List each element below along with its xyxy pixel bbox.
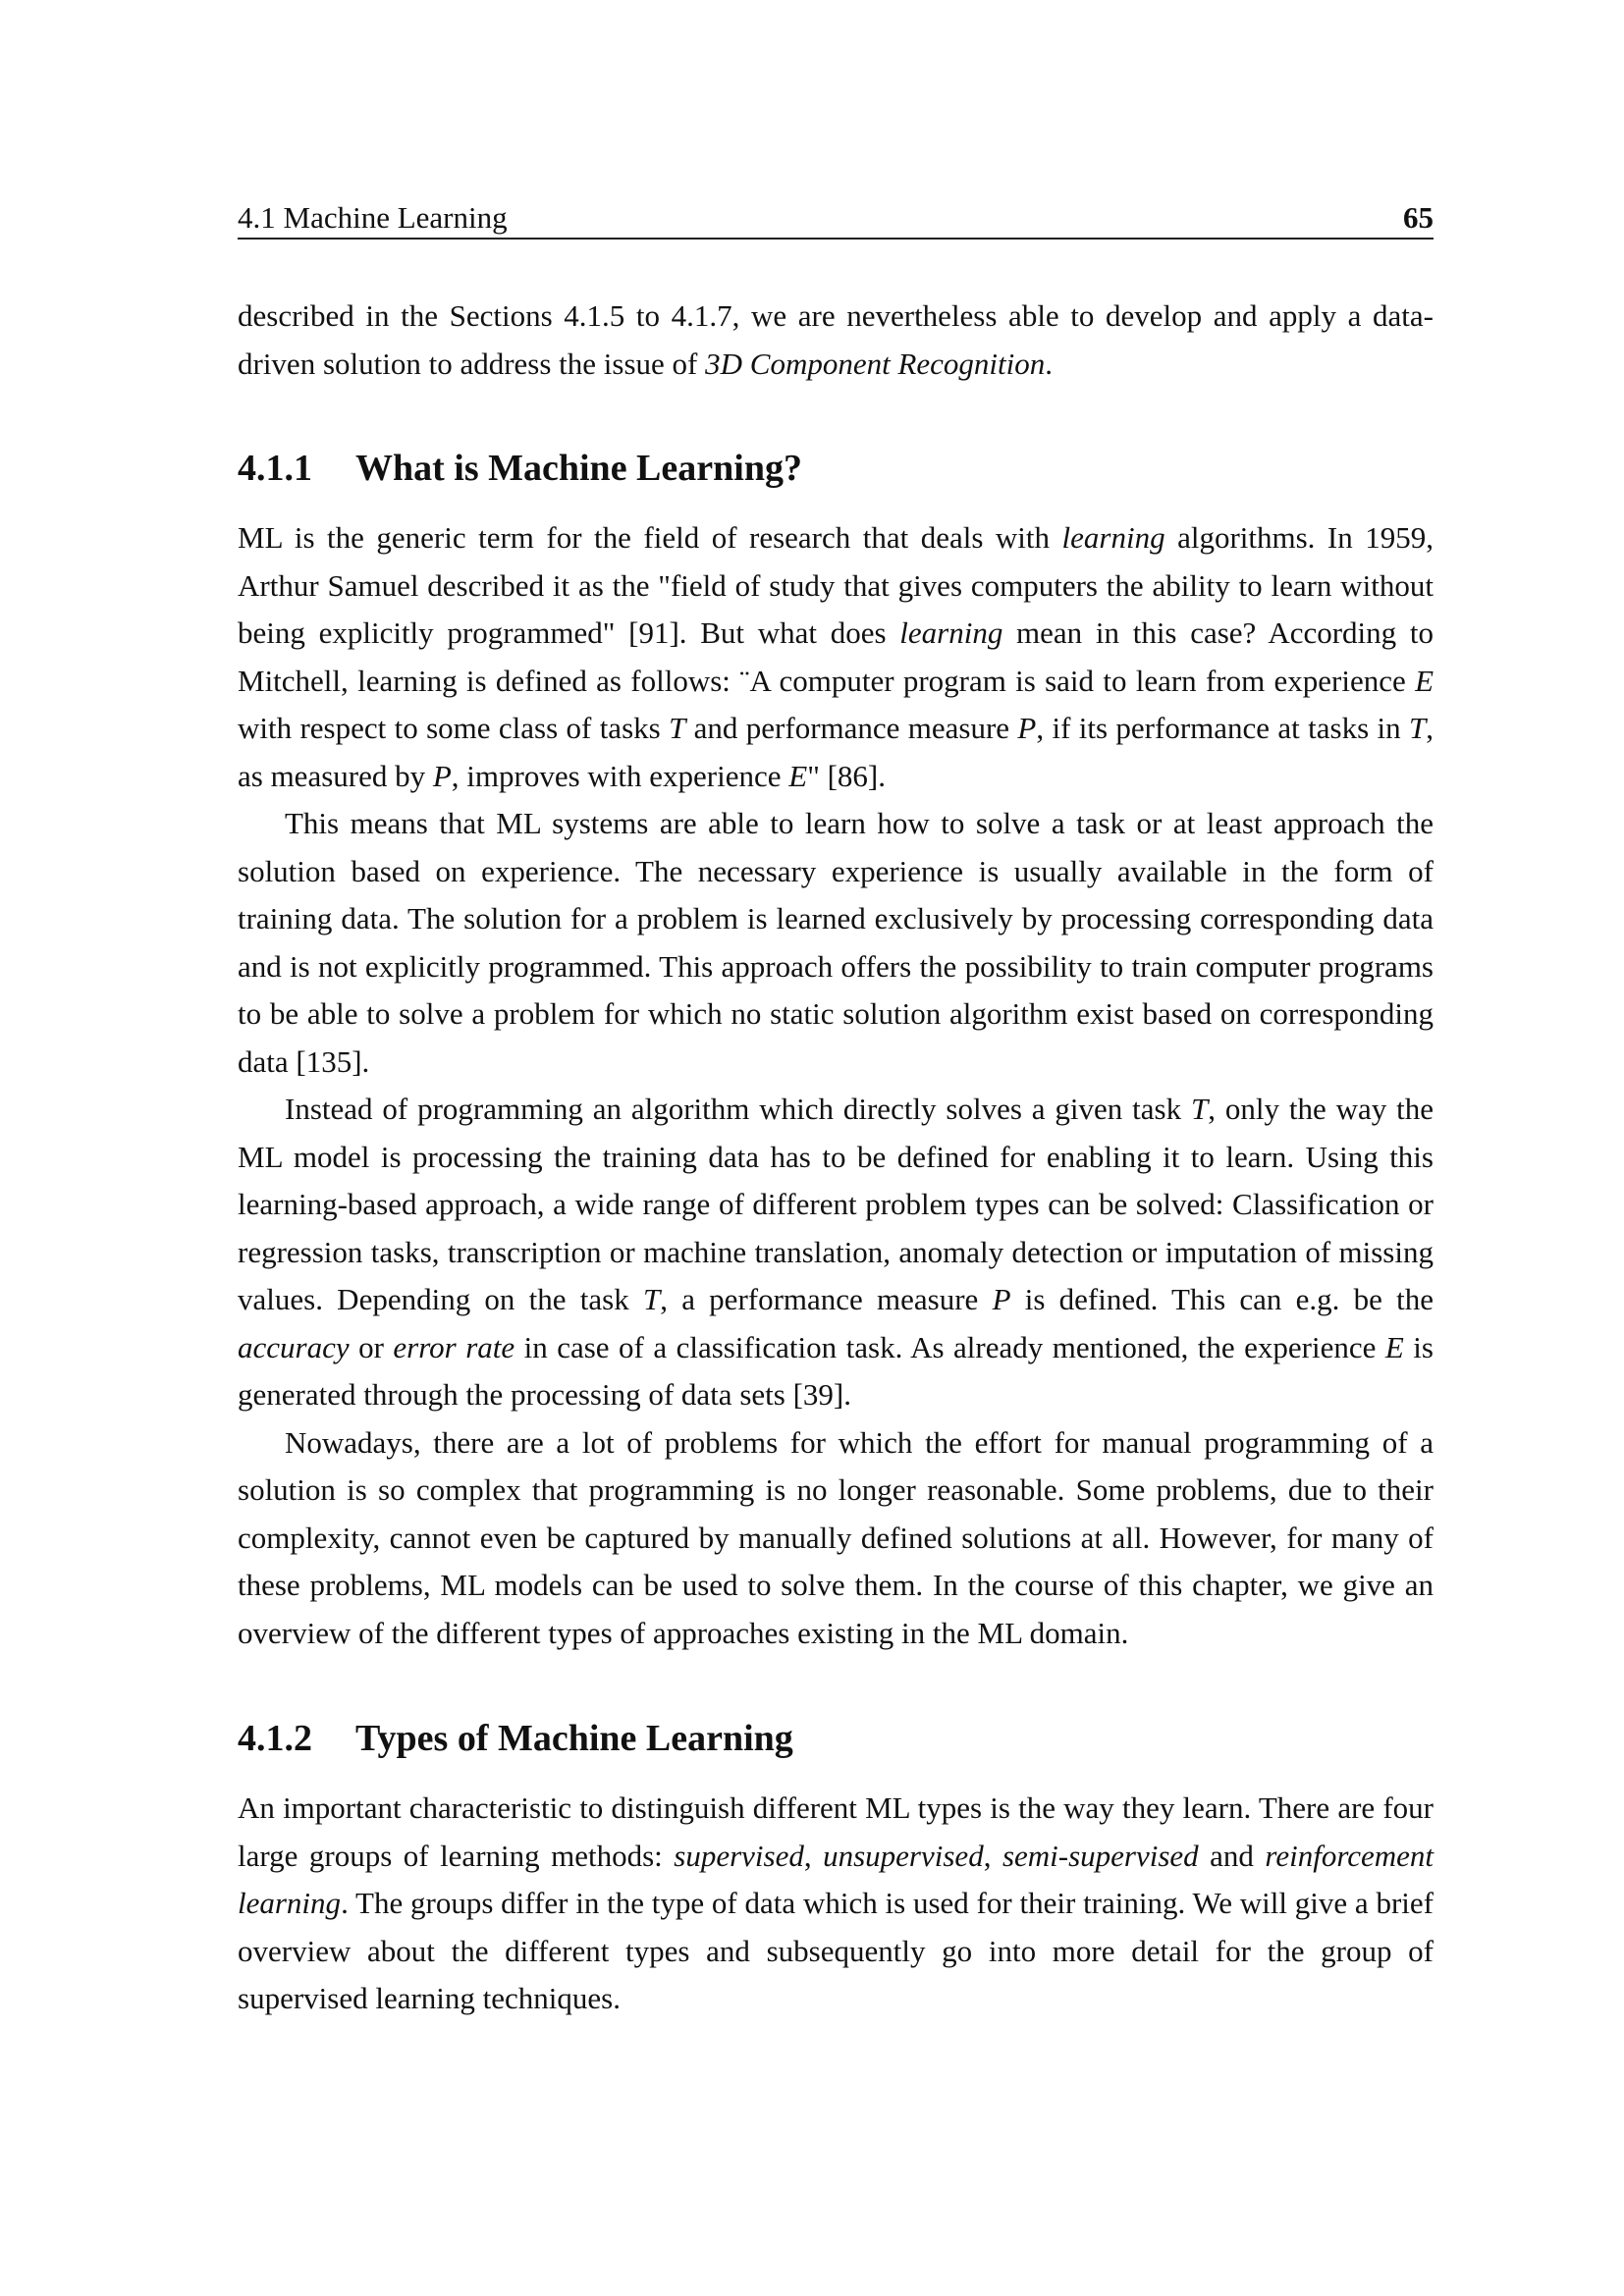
section-heading-4-1-2 [238, 1714, 793, 1763]
math-var-T: T [669, 711, 686, 745]
emphasis-supervised: supervised [674, 1838, 804, 1873]
emphasis-unsupervised: unsupervised [823, 1838, 984, 1873]
text-run: , if its performance at tasks in [1036, 711, 1409, 745]
text-run: or [349, 1329, 394, 1364]
text-run: is generated through the processing of data sets [39]. [238, 1329, 1434, 1412]
text-run: , only the way the ML model is processing the training data has to be defined for enabling it to learn. Using this learning-based approach, a wide range of different problem types can be solved: Classification or regression tasks, transcription or machine translation, anomaly detection or imputation of missing values. Depending on the task [238, 1092, 1434, 1316]
section-number: 4.1.1 [238, 448, 312, 489]
math-var-P: P [992, 1282, 1011, 1316]
emphasis-learning: learning [1061, 520, 1165, 555]
text-run: , as measured by [238, 711, 1434, 793]
section-4-1-2-body [238, 1785, 1434, 2023]
section-title: Types of Machine Learning [355, 1718, 793, 1759]
emphasis-learning: learning [899, 615, 1003, 650]
math-var-P: P [1017, 711, 1037, 745]
section-heading-4-1-1 [238, 444, 802, 493]
math-var-E: E [788, 758, 808, 793]
paragraph-types [238, 1785, 1434, 2023]
running-head [238, 198, 1434, 240]
emphasis-reinforcement-learning: reinforcement learning [238, 1838, 1435, 1920]
text-run: ML is the generic term for the field of research that deals with [238, 520, 1062, 555]
section-4-1-1-body [238, 514, 1434, 1657]
text-run: in case of a classification task. As already mentioned, the experience [514, 1329, 1385, 1364]
text-run: and performance measure [685, 711, 1018, 745]
text-run: mean in this case? According to Mitchell, learning is defined as follows: ¨A computer program is said to learn from experience [238, 615, 1434, 698]
section-number: 4.1.2 [238, 1718, 312, 1759]
text-run: , a performance measure [660, 1282, 993, 1316]
emphasis-accuracy: accuracy [238, 1329, 350, 1364]
paragraph-learning-approach [238, 1086, 1434, 1419]
text-run: described in the Sections 4.1.5 to 4.1.7, we are nevertheless able to develop and apply a data-driven solution to address the issue of [238, 298, 1434, 381]
math-var-P: P [432, 758, 452, 793]
paragraph-definition [238, 514, 1434, 800]
text-run: Instead of programming an algorithm which directly solves a given task [285, 1092, 1191, 1126]
text-run: " [86]. [807, 758, 887, 793]
text-run: . The groups differ in the type of data which is used for their training. We will give a brief overview about the different types and subsequently go into more detail for the group of supervised learning techniques. [238, 1886, 1434, 2015]
text-run: , [983, 1838, 1002, 1873]
math-var-T: T [1191, 1092, 1209, 1126]
section-title: What is Machine Learning? [355, 448, 802, 489]
paragraph-experience: This means that ML systems are able to learn how to solve a task or at least approach the solution based on experience. The necessary experience is usually available in the form of training data. The solution for a problem is learned exclusively by processing corresponding data and is not explicitly programmed. This approach offers the possibility to train computer programs to be able to solve a problem for which no static solution algorithm exist based on corresponding data [135]. [238, 806, 1434, 1079]
text-run: . [1045, 346, 1054, 381]
paragraph-nowadays: Nowadays, there are a lot of problems for which the effort for manual programming of a solution is so complex that programming is no longer reasonable. Some problems, due to their complexity, cannot even be captured by manually defined solutions at all. However, for many of these problems, ML models can be used to solve them. In the course of this chapter, we give an overview of the different types of approaches existing in the ML domain. [238, 1424, 1434, 1650]
math-var-E: E [1415, 663, 1434, 698]
math-var-T: T [642, 1282, 661, 1316]
text-run: algorithms. In 1959, Arthur Samuel described it as the "field of study that gives computers the ability to learn without being explicitly programmed" [91]. But what does [238, 520, 1434, 650]
math-var-E: E [1384, 1329, 1404, 1364]
math-var-T: T [1408, 711, 1427, 745]
emphasis-semi-supervised: semi-supervised [1001, 1838, 1199, 1873]
text-run: , improves with experience [451, 758, 789, 793]
text-run: and [1198, 1838, 1266, 1873]
text-run: is defined. This can e.g. be the [1010, 1282, 1434, 1316]
text-run: , [803, 1838, 824, 1873]
text-run: An important characteristic to distinguish different ML types is the way they learn. There are four large groups of learning methods: [238, 1790, 1434, 1873]
emphasis-3d-component-recognition: 3D Component Recognition [705, 346, 1046, 381]
page-number: 65 [1403, 200, 1434, 235]
running-head-section-title: 4.1 Machine Learning [238, 200, 508, 235]
intro-paragraph [238, 293, 1434, 388]
text-run: with respect to some class of tasks [238, 711, 670, 745]
emphasis-error-rate: error rate [393, 1329, 515, 1364]
